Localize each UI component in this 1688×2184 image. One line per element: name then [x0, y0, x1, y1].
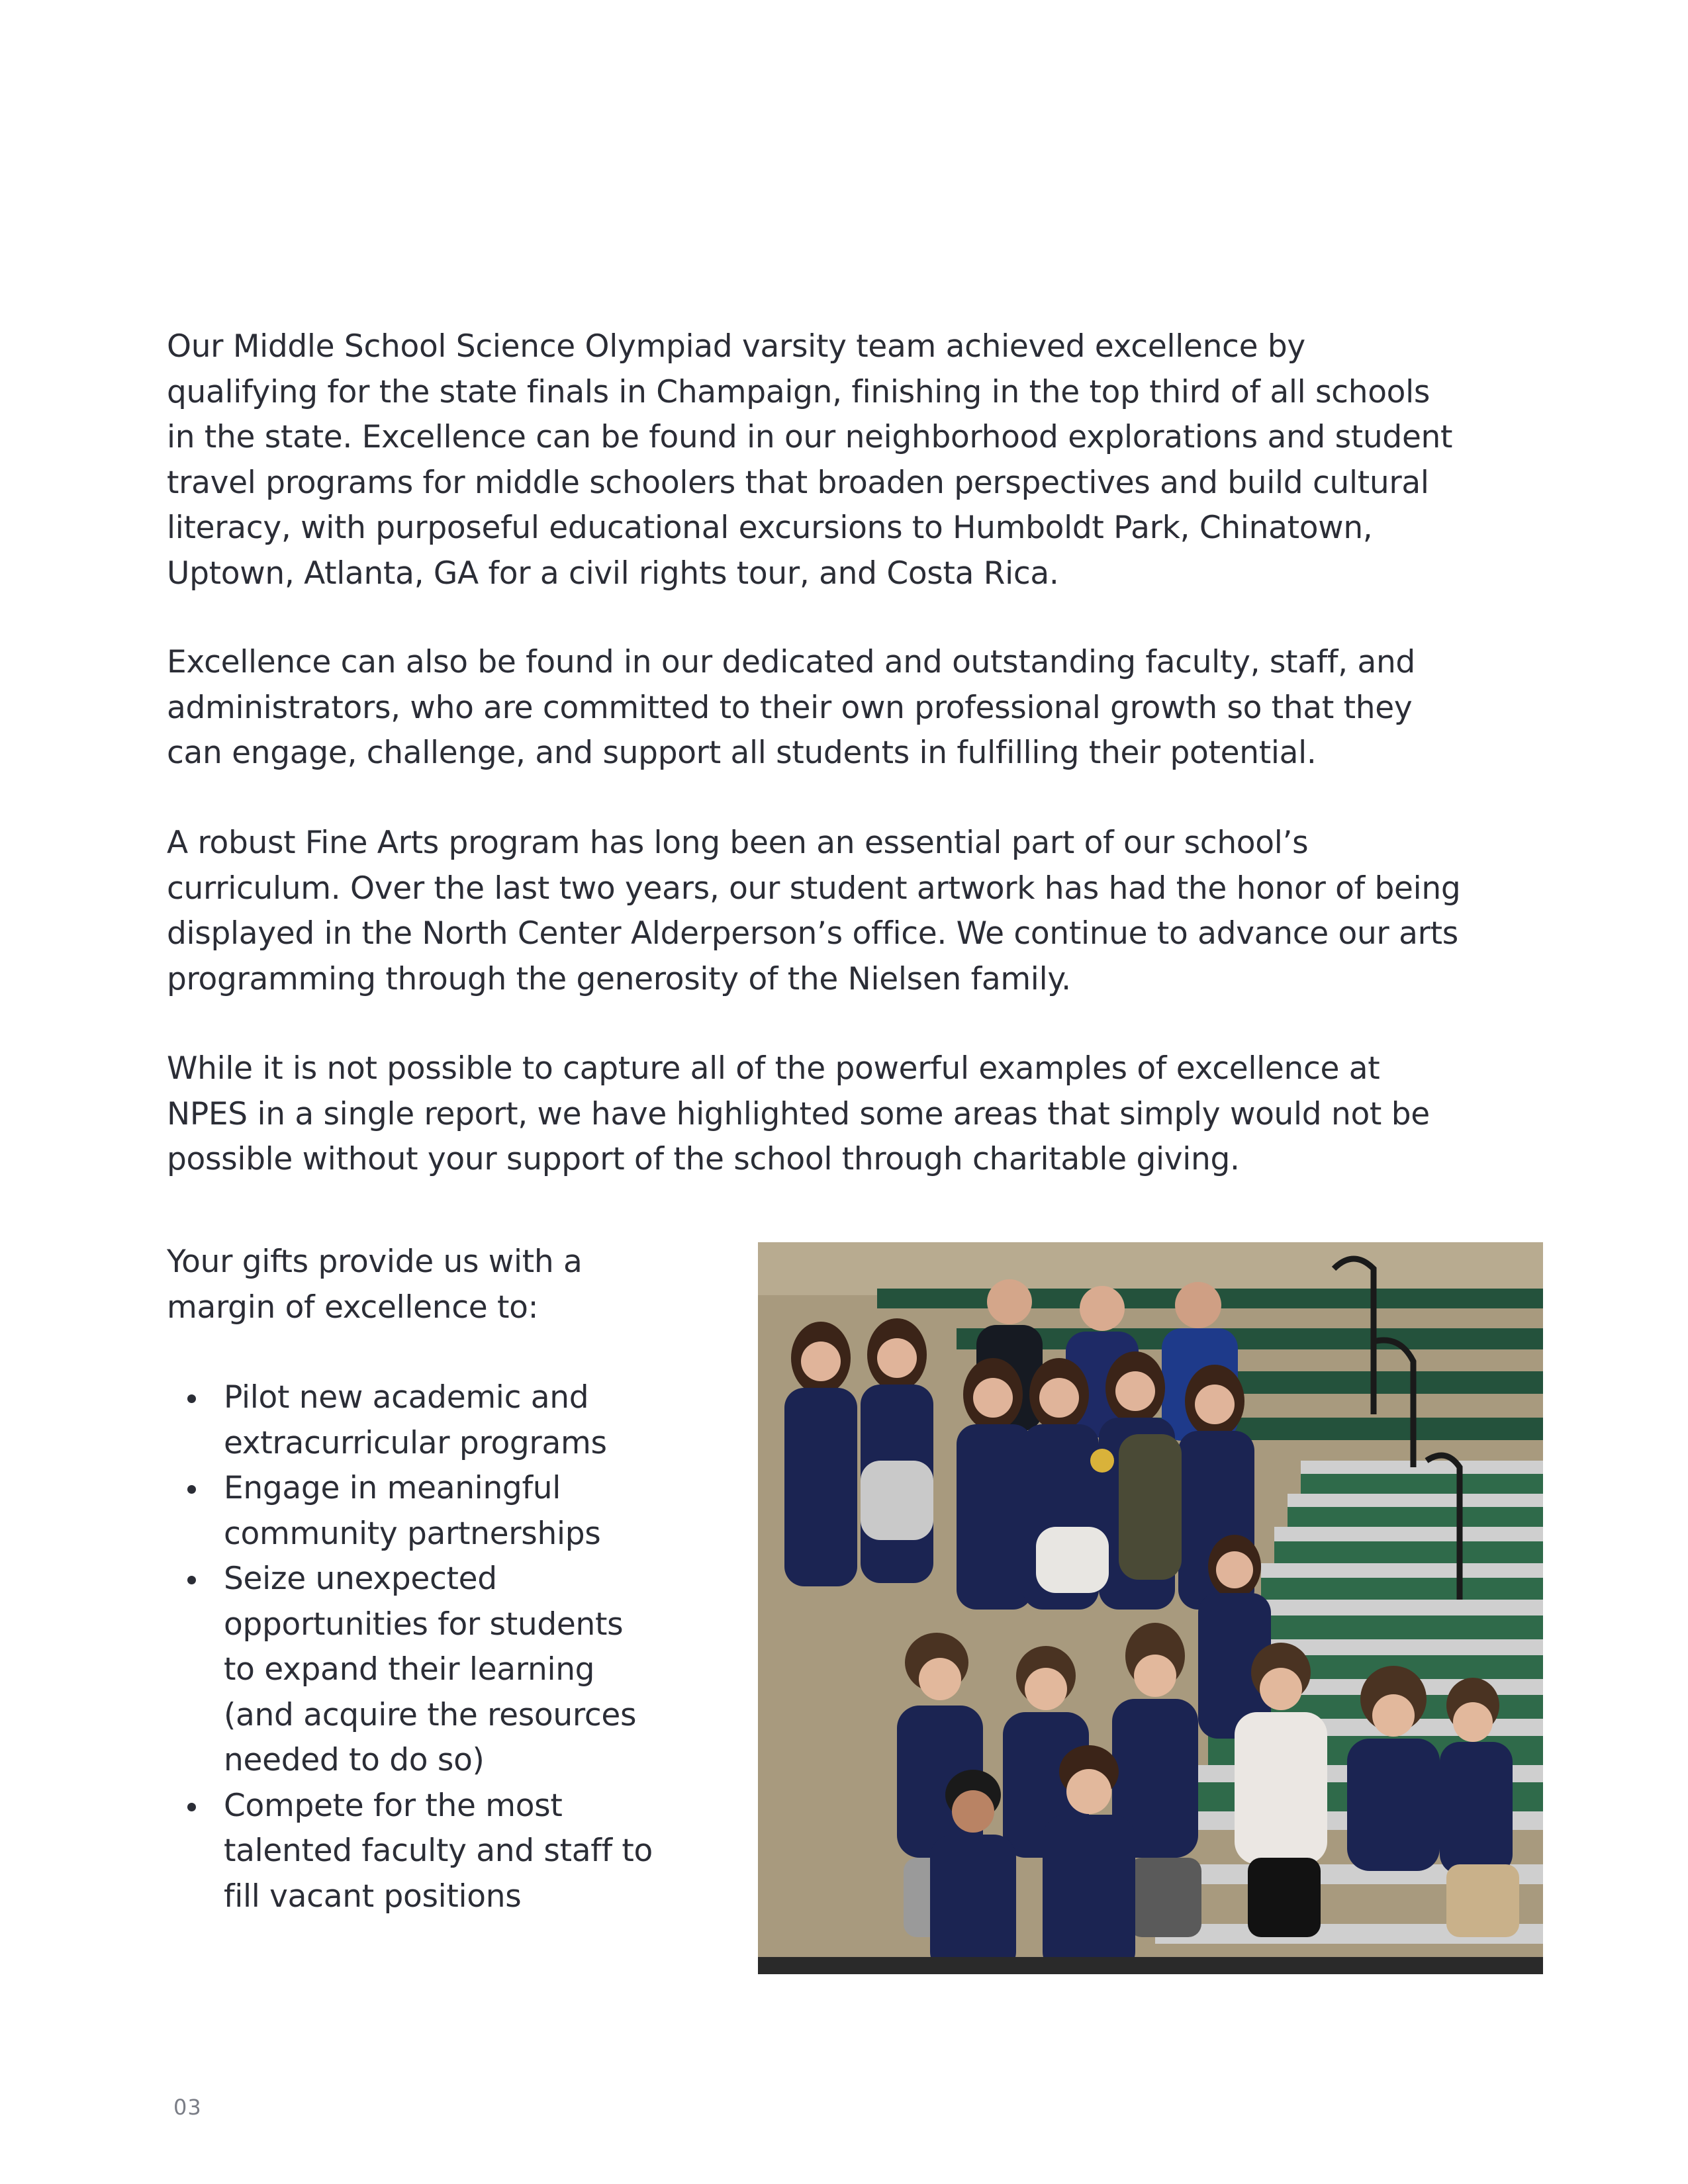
- list-item: [167, 1784, 710, 1920]
- bullet-icon: [187, 1576, 196, 1584]
- text-line: qualifying for the state finals in Champaign, finishing in the top third of all schools: [167, 373, 1430, 410]
- text-line: can engage, challenge, and support all students in fulfilling their potential.: [167, 735, 1317, 771]
- gifts-intro: [167, 1240, 582, 1330]
- text-line: fill vacant positions: [224, 1878, 522, 1915]
- text-line: While it is not possible to capture all of the powerful examples of excellence at: [167, 1050, 1380, 1087]
- bullet-icon: [187, 1394, 196, 1403]
- text-line: Excellence can also be found in our dedicated and outstanding faculty, staff, and: [167, 644, 1415, 680]
- text-line: Seize unexpected: [224, 1561, 497, 1597]
- text-line: administrators, who are committed to their own professional growth so that they: [167, 689, 1413, 726]
- bullet-icon: [187, 1485, 196, 1494]
- paragraph-charitable-giving: [167, 1046, 1550, 1183]
- paragraph-fine-arts: [167, 821, 1550, 1002]
- text-line: literacy, with purposeful educational excursions to Humboldt Park, Chinatown,: [167, 510, 1373, 546]
- list-item: [167, 1466, 710, 1557]
- text-line: A robust Fine Arts program has long been an essential part of our school’s: [167, 825, 1309, 861]
- team-group-photo: [758, 1242, 1543, 1974]
- text-line: programming through the generosity of the Nielsen family.: [167, 960, 1071, 997]
- text-line: Pilot new academic and: [224, 1379, 589, 1416]
- page-number: 03: [173, 2095, 202, 2120]
- text-line: curriculum. Over the last two years, our student artwork has had the honor of being: [167, 870, 1461, 907]
- text-line: talented faculty and staff to: [224, 1833, 653, 1869]
- paragraph-faculty: [167, 640, 1550, 776]
- text-line: Our Middle School Science Olympiad varsity team achieved excellence by: [167, 328, 1305, 365]
- paragraph-science-olympiad: [167, 324, 1550, 596]
- text-line: Your gifts provide us with a: [167, 1244, 583, 1280]
- text-line: community partnerships: [224, 1515, 601, 1552]
- text-line: travel programs for middle schoolers that broaden perspectives and build cultural: [167, 464, 1429, 501]
- text-line: displayed in the North Center Alderperson’s office. We continue to advance our arts: [167, 915, 1458, 952]
- list-item: [167, 1375, 710, 1466]
- text-line: Uptown, Atlanta, GA for a civil rights tour, and Costa Rica.: [167, 555, 1059, 592]
- text-line: margin of excellence to:: [167, 1289, 539, 1326]
- gifts-bullet-list: [167, 1375, 710, 1919]
- text-line: extracurricular programs: [224, 1424, 607, 1461]
- text-line: Compete for the most: [224, 1787, 563, 1824]
- text-line: (and acquire the resources: [224, 1696, 637, 1733]
- bullet-icon: [187, 1803, 196, 1811]
- text-line: NPES in a single report, we have highlighted some areas that simply would not be: [167, 1095, 1430, 1132]
- text-line: opportunities for students: [224, 1606, 624, 1643]
- text-line: Engage in meaningful: [224, 1470, 561, 1506]
- text-line: possible without your support of the school through charitable giving.: [167, 1141, 1240, 1177]
- team-photo-illustration: [758, 1242, 1543, 1974]
- text-line: in the state. Excellence can be found in our neighborhood explorations and student: [167, 419, 1453, 455]
- text-line: needed to do so): [224, 1742, 485, 1778]
- text-line: to expand their learning: [224, 1651, 595, 1688]
- list-item: [167, 1557, 710, 1784]
